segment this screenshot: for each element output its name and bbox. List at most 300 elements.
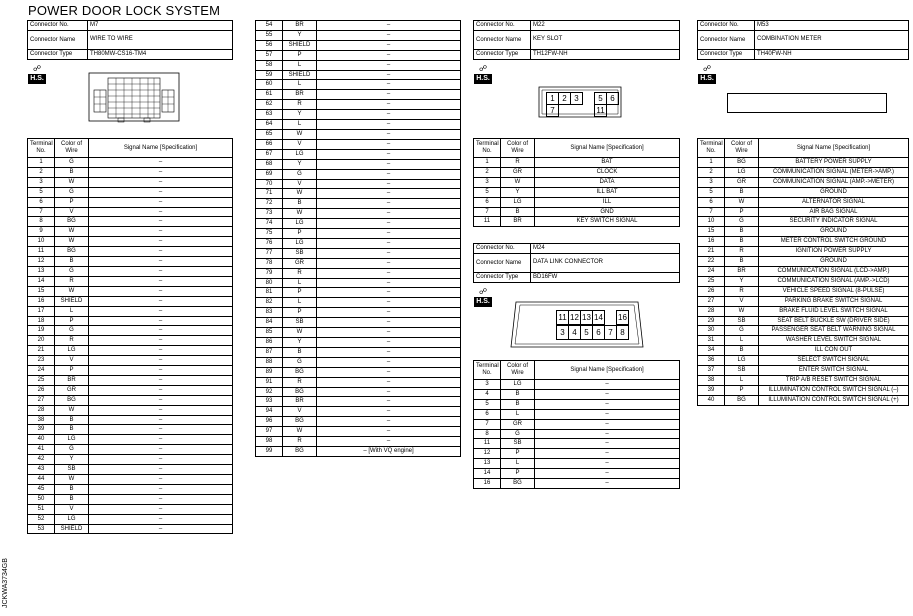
wire-color: SB xyxy=(501,439,535,449)
terminal-no: 70 xyxy=(256,179,283,189)
terminal-no: 61 xyxy=(256,90,283,100)
wire-color: G xyxy=(55,445,89,455)
terminal-no: 64 xyxy=(256,120,283,130)
signal-name: – xyxy=(317,308,461,318)
table-row xyxy=(28,217,233,227)
terminal-no: 91 xyxy=(256,377,283,387)
terminal-no: 6 xyxy=(474,409,501,419)
table-row xyxy=(474,459,680,469)
signal-name: GROUND xyxy=(759,187,909,197)
signal-name: – xyxy=(317,367,461,377)
signal-name: – xyxy=(89,286,233,296)
signal-name: – xyxy=(89,435,233,445)
wire-color: BG xyxy=(55,247,89,257)
m53-connector-type: TH40FW-NH xyxy=(755,49,909,59)
terminal-no: 28 xyxy=(28,405,55,415)
table-row xyxy=(28,514,233,524)
wire-color: LG xyxy=(55,514,89,524)
terminal-no: 11 xyxy=(474,439,501,449)
pin-label: 7 xyxy=(604,325,617,340)
wire-color: BG xyxy=(55,217,89,227)
table-row xyxy=(256,139,461,149)
signal-name: – xyxy=(89,425,233,435)
wire-color: SB xyxy=(725,366,759,376)
wire-color: L xyxy=(283,298,317,308)
terminal-no: 37 xyxy=(698,366,725,376)
terminal-no: 27 xyxy=(698,296,725,306)
table-row xyxy=(28,395,233,405)
table-row xyxy=(474,217,680,227)
wire-color: W xyxy=(55,405,89,415)
wire-color: P xyxy=(55,316,89,326)
signal-name: COMMUNICATION SIGNAL (AMP.->METER) xyxy=(759,177,909,187)
wire-color: B xyxy=(725,257,759,267)
pin-label: 6 xyxy=(606,92,619,105)
wire-color: L xyxy=(501,409,535,419)
table-row xyxy=(698,177,909,187)
connector-type-label: Connector Type xyxy=(28,49,88,59)
table-row xyxy=(256,90,461,100)
m7-connector-type: TH80MW-CS16-TM4 xyxy=(88,49,233,59)
table-row xyxy=(28,465,233,475)
terminal-no: 67 xyxy=(256,149,283,159)
terminal-no: 13 xyxy=(474,459,501,469)
signal-name: – xyxy=(317,139,461,149)
m7-connector-no: M7 xyxy=(88,21,233,31)
wire-color: LG xyxy=(283,219,317,229)
m22-header-table xyxy=(473,20,680,60)
terminal-no: 36 xyxy=(698,356,725,366)
table-row xyxy=(256,268,461,278)
table-row xyxy=(698,385,909,395)
terminal-no: 25 xyxy=(28,375,55,385)
terminal-no: 60 xyxy=(256,80,283,90)
terminal-no: 8 xyxy=(474,429,501,439)
signal-name: – xyxy=(89,217,233,227)
wire-color: B xyxy=(283,347,317,357)
signal-name: ILL xyxy=(535,197,680,207)
signal-name: – xyxy=(89,306,233,316)
table-row xyxy=(28,316,233,326)
table-row xyxy=(28,494,233,504)
page-title: POWER DOOR LOCK SYSTEM xyxy=(28,3,221,18)
terminal-no: 98 xyxy=(256,437,283,447)
terminal-no: 12 xyxy=(474,449,501,459)
table-row xyxy=(474,177,680,187)
signal-name: – xyxy=(89,336,233,346)
signal-header: Signal Name [Specification] xyxy=(759,139,909,158)
pin-label: 5 xyxy=(580,325,593,340)
terminal-no: 28 xyxy=(698,306,725,316)
terminal-no: 14 xyxy=(474,469,501,479)
connector-type-label: Connector Type xyxy=(474,272,531,282)
wire-color: SHIELD xyxy=(283,40,317,50)
table-row xyxy=(698,207,909,217)
table-row xyxy=(698,197,909,207)
table-row xyxy=(28,276,233,286)
signal-name: METER CONTROL SWITCH GROUND xyxy=(759,237,909,247)
signal-name: – xyxy=(317,70,461,80)
terminal-no: 3 xyxy=(698,177,725,187)
m22-connector-name: KEY SLOT xyxy=(531,30,680,49)
terminal-no: 29 xyxy=(698,316,725,326)
terminal-no: 40 xyxy=(698,395,725,405)
signal-name: – xyxy=(317,417,461,427)
wire-color: Y xyxy=(501,187,535,197)
table-row xyxy=(256,80,461,90)
wire-color: G xyxy=(501,429,535,439)
pin-label: 11 xyxy=(594,104,607,117)
table-row xyxy=(256,149,461,159)
table-row xyxy=(28,366,233,376)
table-row xyxy=(256,60,461,70)
table-row xyxy=(698,247,909,257)
table-row xyxy=(28,197,233,207)
wire-color: B xyxy=(501,389,535,399)
table-row xyxy=(28,237,233,247)
terminal-no: 72 xyxy=(256,199,283,209)
terminal-no: 16 xyxy=(474,479,501,489)
signal-name: KEY SWITCH SIGNAL xyxy=(535,217,680,227)
signal-name: – xyxy=(317,407,461,417)
wire-color: W xyxy=(55,286,89,296)
pin-label: 8 xyxy=(616,325,629,340)
signal-name: – xyxy=(317,357,461,367)
terminal-no: 97 xyxy=(256,427,283,437)
wire-color: P xyxy=(283,288,317,298)
wire-color: W xyxy=(55,177,89,187)
table-row xyxy=(256,199,461,209)
table-row xyxy=(256,377,461,387)
wire-color: L xyxy=(725,375,759,385)
wire-color: BR xyxy=(725,266,759,276)
signal-name: IGNITION POWER SUPPLY xyxy=(759,247,909,257)
signal-name: – xyxy=(317,437,461,447)
signal-name: BATTERY POWER SUPPLY xyxy=(759,158,909,168)
terminal-no: 21 xyxy=(28,346,55,356)
terminal-no: 26 xyxy=(698,286,725,296)
m7-terminal-table-continued xyxy=(255,20,461,457)
signal-name: ILL BAT xyxy=(535,187,680,197)
terminal-no: 44 xyxy=(28,475,55,485)
wire-color: Y xyxy=(725,276,759,286)
signal-name: – xyxy=(317,328,461,338)
table-row xyxy=(28,158,233,168)
terminal-no: 89 xyxy=(256,367,283,377)
table-row xyxy=(28,177,233,187)
signal-name: – xyxy=(89,177,233,187)
wire-color: G xyxy=(283,357,317,367)
wire-color: W xyxy=(55,227,89,237)
signal-name: ALTERNATOR SIGNAL xyxy=(759,197,909,207)
signal-name: SEAT BELT BUCKLE SW (DRIVER SIDE) xyxy=(759,316,909,326)
table-row xyxy=(474,158,680,168)
signal-name: ILL CON OUT xyxy=(759,346,909,356)
m24-connector-type: BD16FW xyxy=(531,272,680,282)
signal-name: – xyxy=(317,129,461,139)
wire-color: Y xyxy=(283,159,317,169)
signal-name: – xyxy=(89,266,233,276)
connector-no-label: Connector No. xyxy=(474,244,531,254)
table-row xyxy=(474,409,680,419)
table-row xyxy=(698,286,909,296)
wire-color: BG xyxy=(725,395,759,405)
terminal-no: 2 xyxy=(698,167,725,177)
table-row xyxy=(698,306,909,316)
table-row xyxy=(28,484,233,494)
terminal-no: 24 xyxy=(698,266,725,276)
wire-color: G xyxy=(283,169,317,179)
table-row xyxy=(28,504,233,514)
table-row xyxy=(474,419,680,429)
wire-color: R xyxy=(725,247,759,257)
signal-name: – xyxy=(317,318,461,328)
wire-color: G xyxy=(55,187,89,197)
signal-name: – xyxy=(317,80,461,90)
table-row xyxy=(256,357,461,367)
wire-color: G xyxy=(55,158,89,168)
table-row xyxy=(28,286,233,296)
signal-name: – xyxy=(89,415,233,425)
signal-name: – xyxy=(89,455,233,465)
terminal-no: 14 xyxy=(28,276,55,286)
wire-color: R xyxy=(283,268,317,278)
terminal-no: 15 xyxy=(28,286,55,296)
terminal-no: 65 xyxy=(256,129,283,139)
terminal-no: 55 xyxy=(256,30,283,40)
m22-connector-type: TH12FW-NH xyxy=(531,49,680,59)
wire-color: V xyxy=(283,179,317,189)
terminal-no: 83 xyxy=(256,308,283,318)
signal-name: – xyxy=(89,197,233,207)
signal-name: – xyxy=(535,459,680,469)
signal-name: WASHER LEVEL SWITCH SIGNAL xyxy=(759,336,909,346)
wire-color: W xyxy=(283,209,317,219)
table-row xyxy=(256,21,461,31)
wire-color: L xyxy=(501,459,535,469)
wire-color: W xyxy=(283,189,317,199)
wire-color: L xyxy=(283,60,317,70)
pin-label: 5 xyxy=(594,92,607,105)
pin-label: 13 xyxy=(580,310,593,325)
signal-name: – xyxy=(317,30,461,40)
signal-name: – xyxy=(535,439,680,449)
table-row xyxy=(256,179,461,189)
signal-name: – xyxy=(317,338,461,348)
terminal-no: 78 xyxy=(256,258,283,268)
signal-name: – xyxy=(89,475,233,485)
terminal-no: 5 xyxy=(698,187,725,197)
terminal-no: 3 xyxy=(28,177,55,187)
signal-name: – xyxy=(317,21,461,31)
terminal-no: 56 xyxy=(256,40,283,50)
table-row xyxy=(28,306,233,316)
table-row xyxy=(28,167,233,177)
table-row xyxy=(474,399,680,409)
terminal-no: 66 xyxy=(256,139,283,149)
terminal-no: 7 xyxy=(28,207,55,217)
terminal-no: 7 xyxy=(474,207,501,217)
terminal-no: 20 xyxy=(28,336,55,346)
terminal-no: 42 xyxy=(28,455,55,465)
pin-label: 14 xyxy=(592,310,605,325)
wire-color: BR xyxy=(501,217,535,227)
terminal-no: 31 xyxy=(698,336,725,346)
terminal-no: 57 xyxy=(256,50,283,60)
wire-color: P xyxy=(283,308,317,318)
wire-color: G xyxy=(725,326,759,336)
signal-name: – xyxy=(317,347,461,357)
table-row xyxy=(28,326,233,336)
terminal-no: 12 xyxy=(28,257,55,267)
wire-color: W xyxy=(283,129,317,139)
signal-name: – xyxy=(89,227,233,237)
terminal-no: 82 xyxy=(256,298,283,308)
table-row xyxy=(256,318,461,328)
wire-color: W xyxy=(283,427,317,437)
table-row xyxy=(256,100,461,110)
signal-name: – xyxy=(89,514,233,524)
table-row xyxy=(698,227,909,237)
m7-connector-name: WIRE TO WIRE xyxy=(88,30,233,49)
terminal-no: 5 xyxy=(28,187,55,197)
wire-color: B xyxy=(283,199,317,209)
signal-name: GROUND xyxy=(759,257,909,267)
terminal-no: 69 xyxy=(256,169,283,179)
table-row xyxy=(698,217,909,227)
color-header: Color of Wire xyxy=(501,361,535,380)
wire-color: SHIELD xyxy=(55,524,89,534)
terminal-no: 41 xyxy=(28,445,55,455)
wire-color: BG xyxy=(283,417,317,427)
wire-color: R xyxy=(283,377,317,387)
terminal-no: 3 xyxy=(474,177,501,187)
table-row xyxy=(474,479,680,489)
table-row xyxy=(474,207,680,217)
terminal-no: 99 xyxy=(256,446,283,456)
terminal-no: 6 xyxy=(474,197,501,207)
wire-color: LG xyxy=(55,346,89,356)
table-row xyxy=(28,346,233,356)
terminal-no: 1 xyxy=(474,158,501,168)
signal-name: COMMUNICATION SIGNAL (METER->AMP.) xyxy=(759,167,909,177)
signal-name: – xyxy=(89,366,233,376)
signal-header: Signal Name [Specification] xyxy=(535,361,680,380)
wire-color: L xyxy=(725,336,759,346)
terminal-no: 51 xyxy=(28,504,55,514)
table-row xyxy=(28,187,233,197)
table-row xyxy=(256,30,461,40)
terminal-no: 11 xyxy=(28,247,55,257)
table-row xyxy=(28,227,233,237)
signal-header: Signal Name [Specification] xyxy=(535,139,680,158)
signal-name: – xyxy=(89,158,233,168)
terminal-no: 38 xyxy=(28,415,55,425)
m53-header-table xyxy=(697,20,909,60)
terminal-no: 80 xyxy=(256,278,283,288)
signal-name: – xyxy=(317,268,461,278)
wire-color: R xyxy=(283,100,317,110)
table-row xyxy=(28,266,233,276)
wire-color: BG xyxy=(55,395,89,405)
wire-color: R xyxy=(55,276,89,286)
wire-color: SB xyxy=(55,465,89,475)
wire-color: W xyxy=(725,197,759,207)
table-row xyxy=(256,427,461,437)
signal-name: – xyxy=(317,258,461,268)
wire-color: BR xyxy=(283,397,317,407)
wire-color: Y xyxy=(283,338,317,348)
wire-color: B xyxy=(55,494,89,504)
hs-connector-icon: ☍ H.S. xyxy=(28,64,46,84)
wire-color: B xyxy=(55,484,89,494)
terminal-no: 62 xyxy=(256,100,283,110)
wire-color: B xyxy=(55,167,89,177)
table-row xyxy=(474,429,680,439)
signal-name: – xyxy=(89,257,233,267)
terminal-no: 19 xyxy=(28,326,55,336)
terminal-no: 79 xyxy=(256,268,283,278)
hs-connector-icon: ☍ H.S. xyxy=(474,64,492,84)
signal-name: AIR BAG SIGNAL xyxy=(759,207,909,217)
signal-name: – xyxy=(317,179,461,189)
table-row xyxy=(256,169,461,179)
signal-name: – xyxy=(89,207,233,217)
table-row xyxy=(28,425,233,435)
wire-color: R xyxy=(283,437,317,447)
terminal-no: 75 xyxy=(256,229,283,239)
wire-color: SB xyxy=(283,318,317,328)
wire-color: BR xyxy=(55,375,89,385)
wire-color: P xyxy=(501,469,535,479)
terminal-no: 73 xyxy=(256,209,283,219)
wire-color: B xyxy=(501,207,535,217)
terminal-no: 59 xyxy=(256,70,283,80)
signal-name: – xyxy=(317,40,461,50)
wire-color: G xyxy=(55,266,89,276)
table-row xyxy=(28,247,233,257)
table-row xyxy=(698,266,909,276)
terminal-no: 39 xyxy=(28,425,55,435)
terminal-no: 8 xyxy=(28,217,55,227)
wire-color: B xyxy=(725,227,759,237)
connector-name-label: Connector Name xyxy=(474,253,531,272)
table-row xyxy=(256,347,461,357)
signal-name: – xyxy=(89,326,233,336)
terminal-no: 22 xyxy=(698,257,725,267)
signal-name: – [With VQ engine] xyxy=(317,446,461,456)
signal-name: – xyxy=(317,110,461,120)
table-row xyxy=(474,389,680,399)
signal-name: – xyxy=(89,445,233,455)
table-row xyxy=(256,229,461,239)
wire-color: R xyxy=(55,336,89,346)
wire-color: B xyxy=(725,187,759,197)
connector-type-label: Connector Type xyxy=(474,49,531,59)
wire-color: B xyxy=(55,425,89,435)
signal-name: – xyxy=(535,429,680,439)
signal-name: PARKING BRAKE SWITCH SIGNAL xyxy=(759,296,909,306)
terminal-no: 85 xyxy=(256,328,283,338)
color-header: Color of Wire xyxy=(501,139,535,158)
m24-connector-no: M24 xyxy=(531,244,680,254)
signal-name: COMMUNICATION SIGNAL (AMP.->LCD) xyxy=(759,276,909,286)
signal-name: – xyxy=(317,50,461,60)
table-row xyxy=(28,455,233,465)
table-row xyxy=(256,278,461,288)
terminal-no: 77 xyxy=(256,248,283,258)
table-row xyxy=(28,207,233,217)
